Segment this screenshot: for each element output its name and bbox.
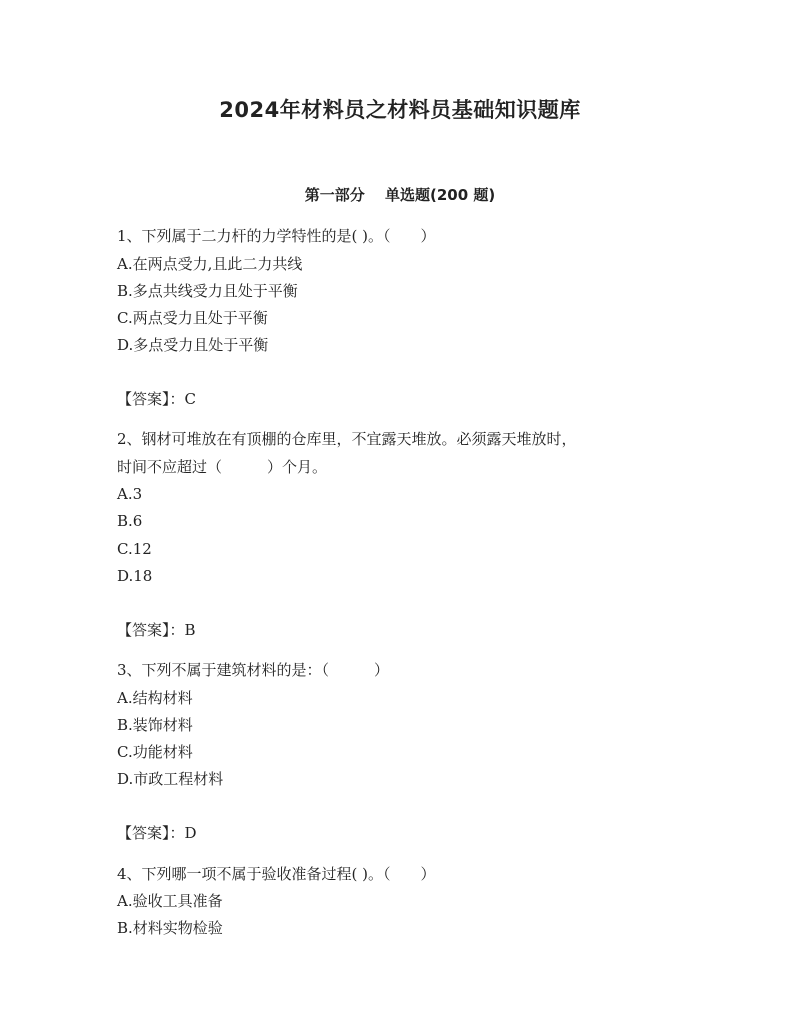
- question-4-option-a: A.验收工具准备: [117, 892, 223, 910]
- question-1-answer: 【答案】：C: [117, 390, 196, 408]
- question-3-stem: 3、下列不属于建筑材料的是：（ ）: [117, 661, 390, 679]
- question-1-option-c: C.两点受力且处于平衡: [117, 309, 268, 327]
- question-3-option-a: A.结构材料: [117, 689, 193, 707]
- question-2-option-b: B.6: [117, 512, 143, 530]
- question-4-option-b: B.材料实物检验: [117, 919, 223, 937]
- question-1-option-a: A.在两点受力,且此二力共线: [117, 255, 303, 273]
- question-1-option-d: D.多点受力且处于平衡: [117, 336, 269, 354]
- question-3-option-b: B.装饰材料: [117, 716, 193, 734]
- question-2-option-a: A.3: [117, 485, 143, 503]
- question-3-option-d: D.市政工程材料: [117, 770, 224, 788]
- question-2-option-c: C.12: [117, 540, 152, 558]
- question-2-option-d: D.18: [117, 567, 153, 585]
- question-4-stem: 4、下列哪一项不属于验收准备过程( )。（ ）: [117, 865, 436, 883]
- document-title: 2024年材料员之材料员基础知识题库: [219, 98, 581, 122]
- question-2-stem: 2、钢材可堆放在有顶棚的仓库里，不宜露天堆放。必须露天堆放时，: [117, 430, 577, 448]
- question-3-answer: 【答案】：D: [117, 824, 197, 842]
- question-3-option-c: C.功能材料: [117, 743, 193, 761]
- question-1-stem: 1、下列属于二力杆的力学特性的是( )。（ ）: [117, 227, 436, 245]
- question-2-stem-continued: 时间不应超过（ ）个月。: [117, 458, 328, 476]
- section-heading: 第一部分 单选题(200 题): [304, 186, 496, 204]
- question-1-option-b: B.多点共线受力且处于平衡: [117, 282, 298, 300]
- question-2-answer: 【答案】：B: [117, 621, 196, 639]
